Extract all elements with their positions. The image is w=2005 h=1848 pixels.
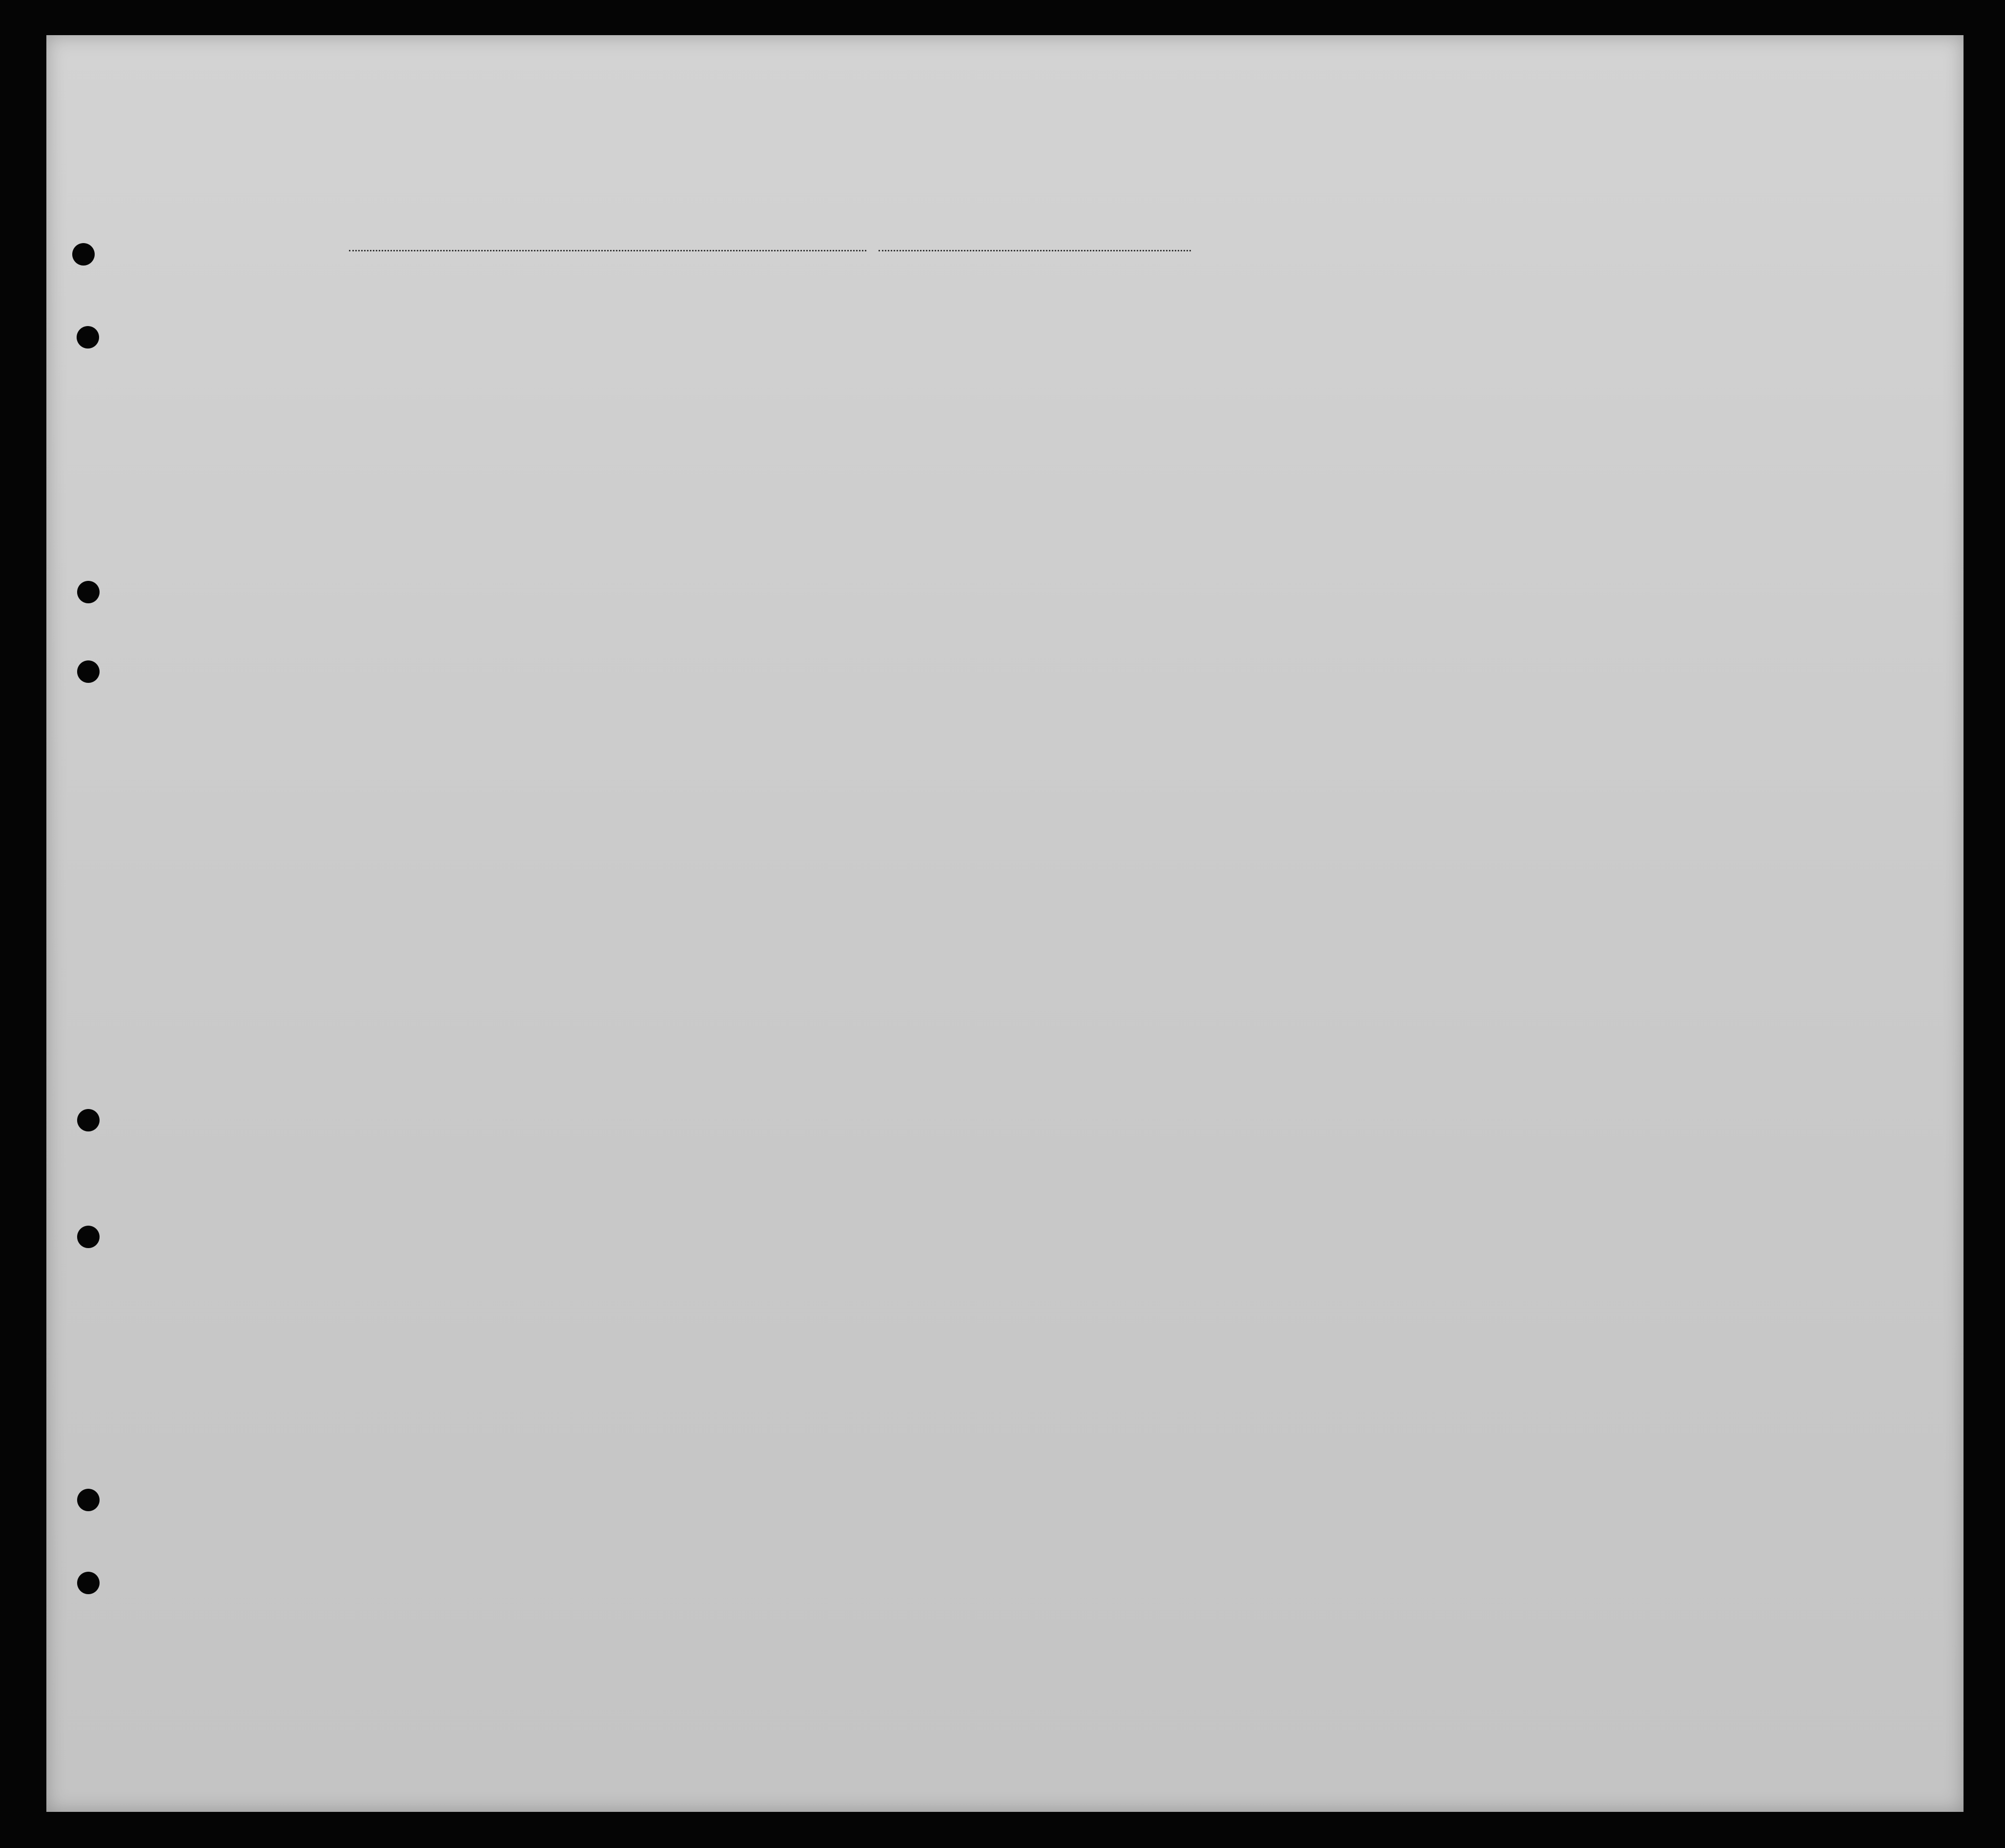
header-25: [1281, 308, 1305, 439]
header-30: [1469, 308, 1484, 439]
header-24-v2: [1209, 344, 1229, 439]
header-24-v1: [1171, 344, 1191, 439]
header-19: [590, 277, 614, 438]
header-34-inches: [1658, 411, 1673, 452]
header-31: [1493, 308, 1507, 439]
header-29: [1425, 308, 1450, 439]
header-21: [715, 277, 739, 438]
header-26: [1324, 308, 1338, 439]
header-27: [1348, 308, 1363, 439]
header-34-feet: [1635, 411, 1650, 448]
header-28: [1375, 308, 1408, 439]
header-24-v3: [1247, 344, 1266, 439]
